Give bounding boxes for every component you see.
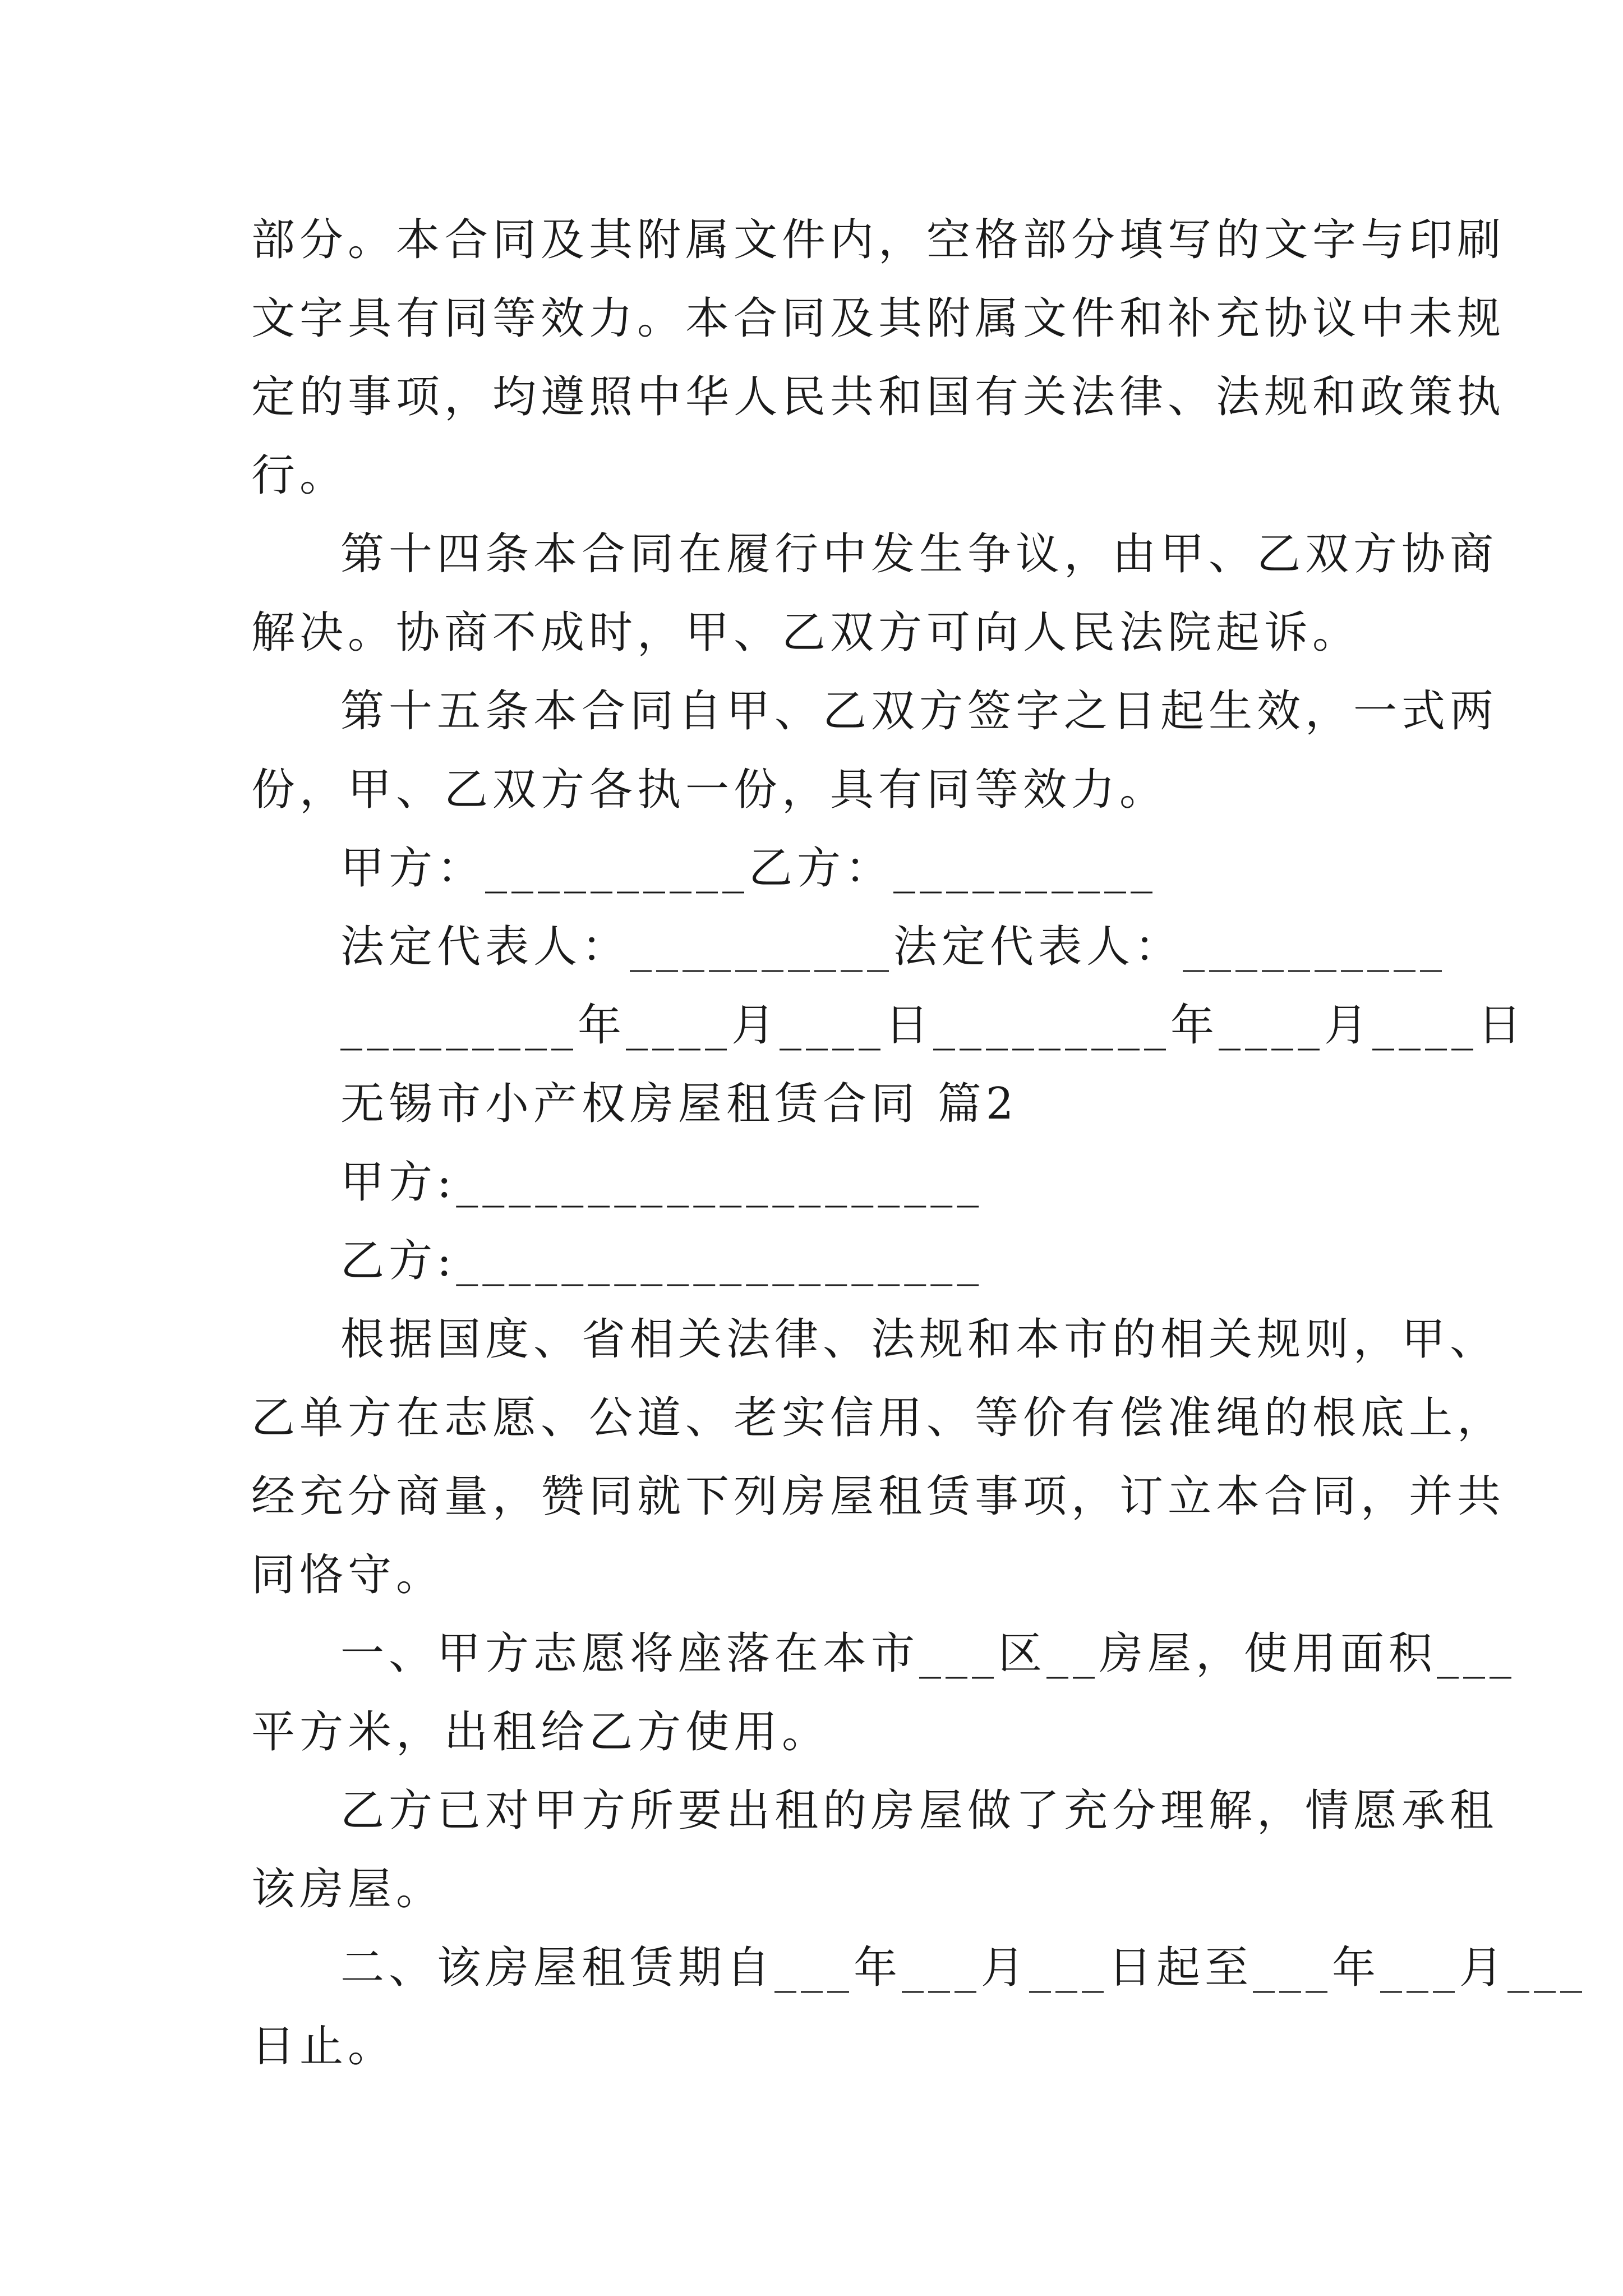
text-line: 同恪守。 <box>251 1550 445 1600</box>
article-14-line: 第十四条本合同在履行中发生争议，由甲、乙双方协商 <box>340 529 1498 579</box>
text-line: 解决。协商不成时，甲、乙双方可向人民法院起诉。 <box>251 608 1361 658</box>
text-line: 定的事项，均遵照中华人民共和国有关法律、法规和政策执 <box>251 372 1506 422</box>
text-line: 份，甲、乙双方各执一份，具有同等效力。 <box>251 765 1168 815</box>
signature-date-line: _________年____月____日_________年____月____日 <box>340 1000 1527 1051</box>
article-15-line: 第十五条本合同自甲、乙双方签字之日起生效，一式两 <box>340 686 1498 737</box>
party-a-line: 甲方:____________________ <box>340 1157 984 1208</box>
text-line: 部分。本合同及其附属文件内，空格部分填写的文字与印刷 <box>251 215 1506 265</box>
clause-2-line: 二、该房屋租赁期自___年___月___日起至___年___月___ <box>340 1943 1587 1993</box>
text-line: 经充分商量，赞同就下列房屋租赁事项，订立本合同，并共 <box>251 1471 1506 1522</box>
signature-party-line: 甲方：__________乙方：__________ <box>340 843 1158 894</box>
party-b-line: 乙方:____________________ <box>340 1236 984 1286</box>
clause-1-line: 一、甲方志愿将座落在本市___区__房屋，使用面积___ <box>340 1628 1516 1679</box>
text-line: 乙方已对甲方所要出租的房屋做了充分理解，情愿承租 <box>340 1786 1498 1836</box>
text-line: 行。 <box>251 450 348 501</box>
text-line: 日止。 <box>251 2021 396 2072</box>
text-line: 该房屋。 <box>251 1864 445 1915</box>
section-title: 无锡市小产权房屋租赁合同 篇2 <box>340 1079 1018 1129</box>
text-line: 平方米，出租给乙方使用。 <box>251 1707 831 1757</box>
preamble-line: 根据国度、省相关法律、法规和本市的相关规则，甲、 <box>340 1314 1498 1365</box>
text-line: 文字具有同等效力。本合同及其附属文件和补充协议中未规 <box>251 293 1506 344</box>
signature-representative-line: 法定代表人：__________法定代表人：__________ <box>340 922 1447 972</box>
text-line: 乙单方在志愿、公道、老实信用、等价有偿准绳的根底上， <box>251 1393 1506 1443</box>
